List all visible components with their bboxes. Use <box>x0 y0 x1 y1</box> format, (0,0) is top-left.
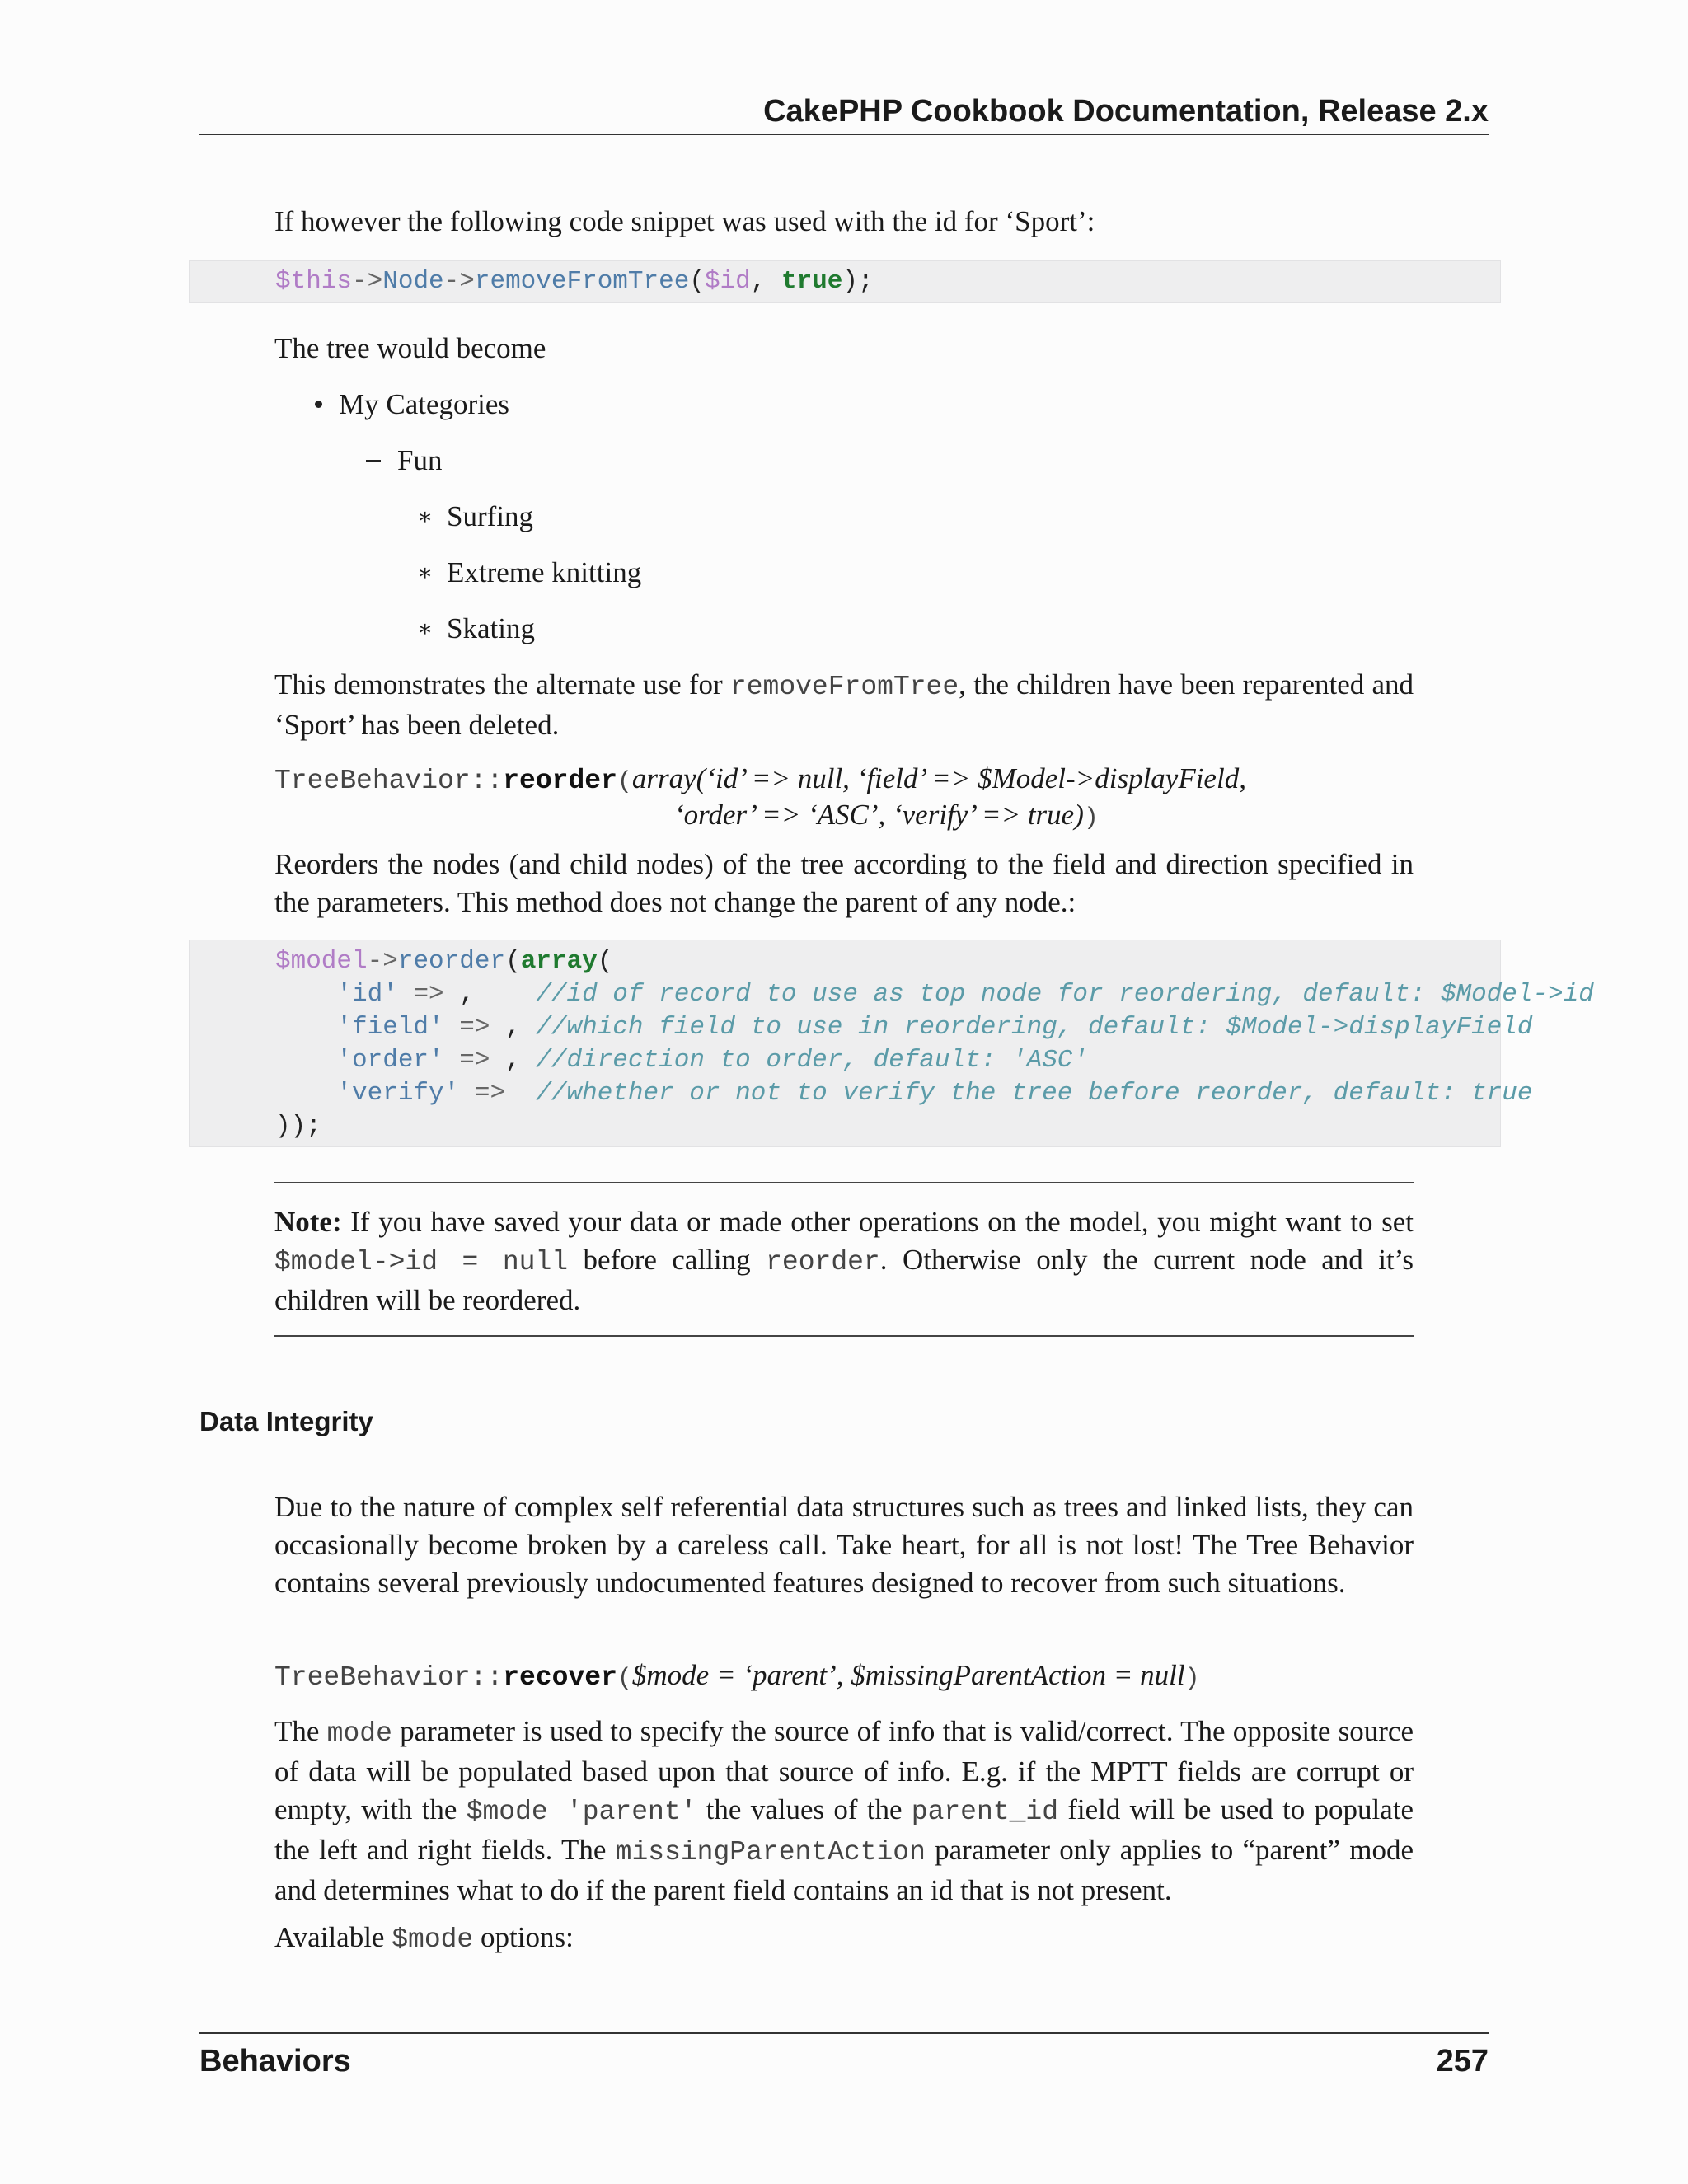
signature-class: TreeBehavior:: <box>274 766 504 796</box>
code-comment: //whether or not to verify the tree before reorder, default: true <box>536 1079 1533 1108</box>
data-integrity-paragraph: Due to the nature of complex self referential data structures such as trees and linked lists, they can occasionally become broken by a careless call. Take heart, for all is not lost! The Tree Behavior contains several previously undocumented features designed to recover from such situations. <box>274 1491 1414 1599</box>
explanation-paragraph <box>274 666 1414 744</box>
signature-paren: ( <box>617 1665 632 1693</box>
code-line <box>275 265 874 298</box>
list-item-child <box>366 442 442 480</box>
code-token: 'id' <box>336 980 398 1009</box>
inline-code: parent_id <box>911 1797 1058 1827</box>
method-signature-recover <box>274 1657 1200 1698</box>
method-signature-reorder <box>274 760 1246 801</box>
text-run: , the children have been reparented and ‘Sport’ has been deleted. <box>274 668 1414 741</box>
code-token: => <box>459 1079 521 1108</box>
code-token: , <box>459 980 537 1009</box>
text-run: If you have saved your data or made other operations on the model, you might want to set <box>341 1206 1414 1238</box>
code-token: reorder <box>397 947 506 976</box>
code-token: ( <box>597 947 613 976</box>
method-signature-reorder-cont <box>674 796 1099 837</box>
list-item-label: Surfing <box>447 500 533 532</box>
header-rule <box>199 134 1489 135</box>
inline-code: missingParentAction <box>615 1837 926 1868</box>
inline-code: removeFromTree <box>729 672 959 702</box>
footer-rule <box>199 2032 1489 2034</box>
code-comment: //which field to use in reordering, default: $Model->displayField <box>536 1013 1533 1042</box>
code-token: true <box>781 267 843 296</box>
code-token: $this <box>275 267 353 296</box>
signature-class: TreeBehavior:: <box>274 1662 504 1693</box>
code-token: ( <box>689 267 705 296</box>
dash-icon <box>366 460 381 462</box>
code-block-remove-from-tree <box>189 260 1501 303</box>
text-run: parameter is used to specify the source of info that is valid/correct. The opposite source of data will be populated based upon that source of info. E.g. if the MPTT fields are corrupt or empty, with the <box>274 1715 1414 1825</box>
code-token: )); <box>275 1112 321 1141</box>
signature-method: recover <box>503 1662 617 1693</box>
code-token: => <box>443 1013 506 1042</box>
code-token: 'verify' <box>336 1079 460 1108</box>
code-line <box>275 1077 1532 1110</box>
signature-params: $mode = ‘parent’, $missingParentAction = null <box>631 1659 1185 1691</box>
list-item-leaf <box>417 610 535 650</box>
code-token: , <box>505 1013 537 1042</box>
code-token: -> <box>443 267 475 296</box>
list-item-root <box>315 386 509 424</box>
text-run: Available <box>274 1921 392 1953</box>
text-run: parameter only applies to “parent” mode and determines what to do if the parent field contains an id that is not present. <box>274 1834 1414 1906</box>
code-line <box>275 945 612 978</box>
code-line <box>275 1110 321 1143</box>
note-top-rule <box>274 1182 1414 1183</box>
note-bottom-rule <box>274 1335 1414 1337</box>
code-token <box>521 1079 537 1108</box>
inline-code: $mode <box>392 1924 474 1955</box>
running-header-title: CakePHP Cookbook Documentation, Release 2.x <box>763 94 1489 129</box>
list-item-leaf <box>417 498 533 538</box>
text-run: The <box>274 1715 327 1747</box>
code-token: , <box>505 1046 537 1075</box>
code-token: -> <box>367 947 398 976</box>
list-item-label: Skating <box>447 612 535 644</box>
code-comment: //direction to order, default: 'ASC' <box>536 1046 1089 1075</box>
signature-paren: ) <box>1184 1665 1200 1693</box>
text-run: field will be used to populate the left and right fields. The <box>274 1793 1414 1866</box>
code-token: => <box>443 1046 506 1075</box>
tree-intro-paragraph: The tree would become <box>274 332 546 364</box>
intro-paragraph: If however the following code snippet was used with the id for ‘Sport’: <box>274 205 1095 237</box>
asterisk-icon: ∗ <box>417 504 434 530</box>
list-item-leaf <box>417 554 641 594</box>
available-options <box>274 1919 574 1959</box>
code-line <box>275 1011 1533 1044</box>
list-item-label: My Categories <box>339 388 510 420</box>
code-line <box>275 978 1594 1011</box>
code-token: => <box>397 980 460 1009</box>
code-token: , <box>750 267 781 296</box>
code-line <box>275 1044 1088 1077</box>
text-run: options: <box>473 1921 574 1953</box>
code-token: array <box>520 947 598 976</box>
code-token: removeFromTree <box>474 267 690 296</box>
note-label: Note: <box>274 1206 342 1238</box>
section-heading: Data Integrity <box>199 1406 373 1436</box>
inline-code: $mode 'parent' <box>466 1797 697 1827</box>
signature-params: ‘order’ => ‘ASC’, ‘verify’ => true) <box>674 799 1084 831</box>
page-number: 257 <box>1436 2044 1489 2079</box>
reorder-description: Reorders the nodes (and child nodes) of the tree according to the field and direction specified in the parameters. This method does not change the parent of any node.: <box>274 848 1414 918</box>
footer-section-name: Behaviors <box>199 2044 351 2079</box>
note-box <box>274 1203 1414 1319</box>
code-token: ( <box>505 947 521 976</box>
code-token: ); <box>842 267 874 296</box>
mode-description <box>274 1713 1414 1910</box>
text-run: the values of the <box>696 1793 912 1825</box>
text-run: . Otherwise only the current node and it’s children will be reordered. <box>274 1244 1414 1316</box>
code-token: Node <box>382 267 444 296</box>
code-token: 'field' <box>336 1013 444 1042</box>
bullet-icon <box>315 401 322 408</box>
inline-code: $model->id = null <box>274 1247 569 1277</box>
list-item-label: Fun <box>397 444 443 476</box>
code-token: -> <box>352 267 383 296</box>
signature-method: reorder <box>503 766 617 796</box>
inline-code: mode <box>326 1718 392 1749</box>
asterisk-icon: ∗ <box>417 560 434 586</box>
code-token: $model <box>275 947 368 976</box>
signature-paren: ( <box>617 768 632 796</box>
signature-params: array(‘id’ => null, ‘field’ => $Model->displayField, <box>631 762 1246 794</box>
code-comment: //id of record to use as top node for reordering, default: $Model->id <box>536 980 1594 1009</box>
text-run: before calling <box>568 1244 767 1276</box>
inline-code: reorder <box>766 1247 880 1277</box>
code-token: 'order' <box>336 1046 444 1075</box>
signature-paren: ) <box>1083 804 1099 832</box>
code-block-reorder <box>189 940 1594 1147</box>
text-run: This demonstrates the alternate use for <box>274 668 730 701</box>
code-token: $id <box>704 267 751 296</box>
asterisk-icon: ∗ <box>417 616 434 642</box>
list-item-label: Extreme knitting <box>447 556 642 588</box>
